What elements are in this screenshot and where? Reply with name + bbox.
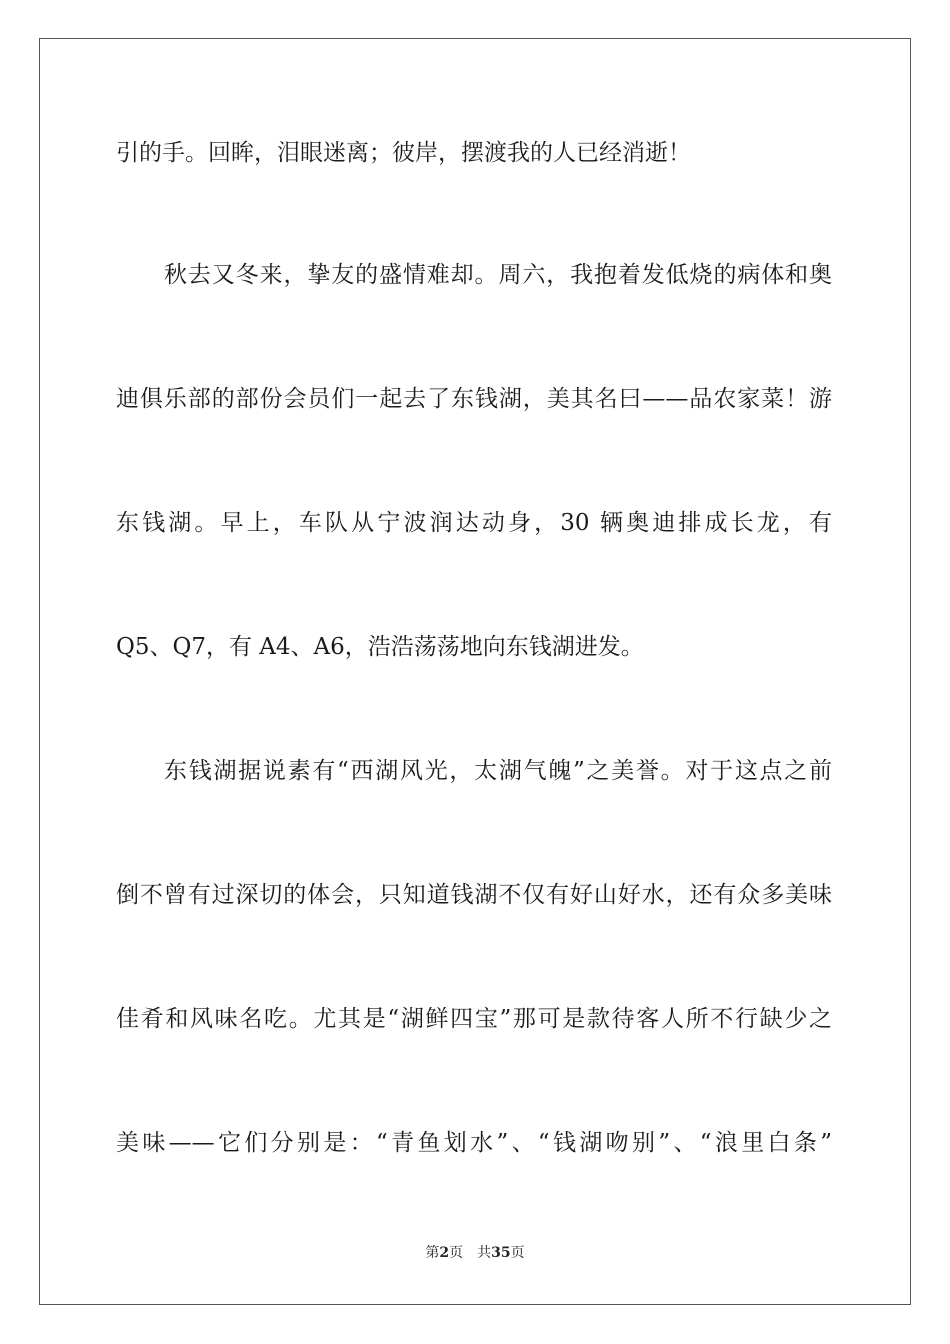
text-line-6: 东钱湖据说素有“西湖风光，太湖气魄”之美誉。对于这点之前 — [164, 758, 832, 784]
text-line-2: 秋去又冬来，挚友的盛情难却。周六，我抱着发低烧的病体和奥 — [164, 262, 832, 288]
page-current: 2 — [439, 1245, 450, 1261]
total-suffix: 页 — [510, 1245, 525, 1261]
text-line-1: 引的手。回眸，泪眼迷离；彼岸，摆渡我的人已经消逝！ — [116, 140, 691, 166]
text-line-9: 美味——它们分别是：“青鱼划水”、“钱湖吻别”、“浪里白条” — [116, 1130, 832, 1156]
text-line-4: 东钱湖。早上，车队从宁波润达动身，30 辆奥迪排成长龙，有 — [116, 510, 832, 536]
page-border — [39, 38, 911, 1305]
page-suffix: 页 — [449, 1245, 464, 1261]
text-line-7: 倒不曾有过深切的体会，只知道钱湖不仅有好山好水，还有众多美味 — [116, 882, 832, 908]
text-line-3: 迪俱乐部的部份会员们一起去了东钱湖，美其名曰——品农家菜！游 — [116, 386, 832, 412]
page-footer — [0, 1244, 950, 1262]
text-line-8: 佳肴和风味名吃。尤其是“湖鲜四宝”那可是款待客人所不行缺少之 — [116, 1006, 832, 1032]
total-prefix: 共 — [477, 1245, 492, 1261]
page-total: 35 — [491, 1245, 511, 1261]
page-prefix: 第 — [425, 1245, 440, 1261]
text-line-5: Q5、Q7，有 A4、A6，浩浩荡荡地向东钱湖进发。 — [116, 634, 644, 660]
